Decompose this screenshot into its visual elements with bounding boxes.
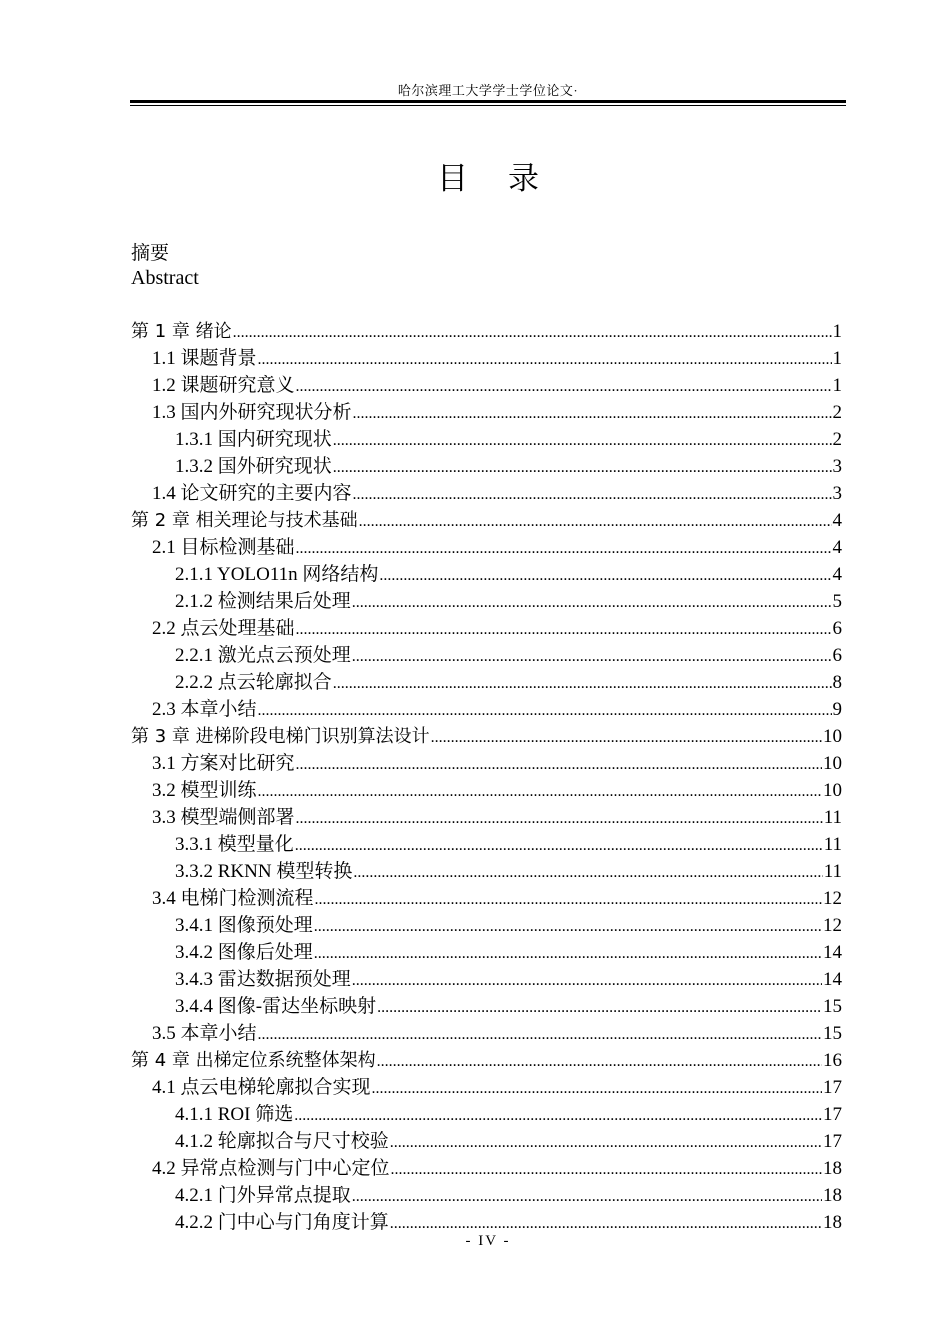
toc-leader-dots: [295, 832, 823, 859]
toc-leader-dots: [353, 859, 822, 886]
toc-entry-page: 18: [823, 1158, 842, 1179]
toc-entry-label: 1.3.1 国内研究现状: [175, 429, 332, 450]
toc-entry-page: 5: [832, 591, 842, 612]
toc-entry-label: 2.3 本章小结: [152, 699, 257, 720]
toc-leader-dots: [314, 913, 822, 940]
toc-entry[interactable]: [131, 804, 842, 831]
toc-entry-label: 2.1.2 检测结果后处理: [175, 591, 351, 612]
toc-entry-label: 4.2.2 门中心与门角度计算: [175, 1212, 389, 1233]
front-matter-abstract-zh[interactable]: 摘要: [131, 242, 170, 264]
toc-entry-label: 第 1 章 绪论: [131, 321, 232, 342]
toc-leader-dots: [258, 1021, 822, 1048]
toc-leader-dots: [359, 508, 832, 535]
toc-entry[interactable]: [131, 534, 842, 561]
toc-entry-label: 3.4 电梯门检测流程: [152, 888, 314, 909]
toc-entry-label: 3.3.1 模型量化: [175, 834, 294, 855]
toc-entry[interactable]: [131, 993, 842, 1020]
toc-entry-label: 2.1 目标检测基础: [152, 537, 295, 558]
toc-entry[interactable]: [131, 426, 842, 453]
toc-entry-label: 3.4.1 图像预处理: [175, 915, 313, 936]
toc-entry-page: 8: [832, 672, 842, 693]
toc-leader-dots: [352, 643, 832, 670]
toc-leader-dots: [258, 697, 832, 724]
toc-entry-page: 6: [832, 618, 842, 639]
toc-leader-dots: [352, 589, 832, 616]
toc-entry[interactable]: [131, 912, 842, 939]
toc-entry[interactable]: [131, 696, 842, 723]
toc-entry-page: 18: [823, 1185, 842, 1206]
toc-leader-dots: [258, 346, 832, 373]
header-rule-thin: [130, 105, 846, 106]
toc-entry[interactable]: [131, 372, 842, 399]
toc-entry[interactable]: [131, 642, 842, 669]
toc-leader-dots: [314, 940, 822, 967]
toc-entry[interactable]: [131, 507, 842, 534]
toc-entry-page: 9: [832, 699, 842, 720]
toc-entry-page: 17: [823, 1104, 842, 1125]
toc-entry-page: 12: [823, 888, 842, 909]
toc-leader-dots: [353, 481, 832, 508]
toc-entry-page: 1: [832, 348, 842, 369]
toc-entry-label: 3.2 模型训练: [152, 780, 257, 801]
toc-entry[interactable]: [131, 399, 842, 426]
toc-entry[interactable]: [131, 1101, 842, 1128]
toc-leader-dots: [431, 724, 822, 751]
toc-entry-label: 第 4 章 出梯定位系统整体架构: [131, 1050, 376, 1071]
toc-leader-dots: [353, 400, 832, 427]
toc-leader-dots: [352, 1183, 822, 1210]
toc-entry-page: 14: [823, 969, 842, 990]
toc-entry[interactable]: [131, 1182, 842, 1209]
toc-leader-dots: [333, 670, 832, 697]
toc-entry[interactable]: [131, 669, 842, 696]
toc-entry-page: 2: [832, 429, 842, 450]
toc-entry[interactable]: [131, 750, 842, 777]
toc-entry-label: 4.1.1 ROI 筛选: [175, 1104, 294, 1125]
toc-leader-dots: [333, 454, 832, 481]
toc-entry-page: 4: [832, 564, 842, 585]
toc-entry-page: 17: [823, 1131, 842, 1152]
toc-entry-label: 3.1 方案对比研究: [152, 753, 295, 774]
toc-leader-dots: [333, 427, 832, 454]
toc-entry-page: 6: [832, 645, 842, 666]
toc-entry-page: 11: [823, 834, 842, 855]
toc-entry-page: 1: [832, 375, 842, 396]
toc-entry-page: 2: [832, 402, 842, 423]
toc-entry[interactable]: [131, 480, 842, 507]
toc-entry-label: 3.3 模型端侧部署: [152, 807, 295, 828]
toc-entry-label: 3.4.3 雷达数据预处理: [175, 969, 351, 990]
toc-entry-label: 3.5 本章小结: [152, 1023, 257, 1044]
toc-entry-label: 1.4 论文研究的主要内容: [152, 483, 352, 504]
toc-entry-label: 2.1.1 YOLO11n 网络结构: [175, 564, 379, 585]
toc-leader-dots: [294, 1102, 822, 1129]
toc-entry-page: 15: [823, 996, 842, 1017]
toc-entry[interactable]: [131, 831, 842, 858]
toc-leader-dots: [379, 562, 831, 589]
toc-entry-label: 3.3.2 RKNN 模型转换: [175, 861, 353, 882]
toc-entry[interactable]: [131, 615, 842, 642]
toc-entry-label: 第 3 章 进梯阶段电梯门识别算法设计: [131, 726, 430, 747]
toc-leader-dots: [233, 319, 832, 346]
toc-leader-dots: [296, 373, 832, 400]
toc-entry[interactable]: [131, 777, 842, 804]
toc-entry[interactable]: [131, 1128, 842, 1155]
header-rule-thick: [130, 100, 846, 103]
toc-entry-label: 2.2.2 点云轮廓拟合: [175, 672, 332, 693]
toc-entry[interactable]: [131, 453, 842, 480]
toc-entry-page: 14: [823, 942, 842, 963]
toc-leader-dots: [352, 967, 822, 994]
toc-entry-label: 第 2 章 相关理论与技术基础: [131, 510, 358, 531]
toc-entry-page: 4: [832, 537, 842, 558]
toc-entry-label: 1.3 国内外研究现状分析: [152, 402, 352, 423]
toc-entry-page: 12: [823, 915, 842, 936]
toc-leader-dots: [296, 616, 832, 643]
toc-entry-page: 11: [823, 807, 842, 828]
toc-entry-label: 2.2 点云处理基础: [152, 618, 295, 639]
toc-entry[interactable]: [131, 1020, 842, 1047]
toc-entry[interactable]: [131, 858, 842, 885]
toc-entry-page: 3: [832, 483, 842, 504]
toc-entry-page: 15: [823, 1023, 842, 1044]
running-header: 哈尔滨理工大学学士学位论文·: [397, 83, 579, 98]
toc-leader-dots: [258, 778, 822, 805]
toc-entry-label: 1.2 课题研究意义: [152, 375, 295, 396]
toc-entry[interactable]: [131, 966, 842, 993]
toc-entry[interactable]: [131, 885, 842, 912]
toc-entry-label: 4.2 异常点检测与门中心定位: [152, 1158, 390, 1179]
toc-entry-page: 17: [823, 1077, 842, 1098]
toc-entry[interactable]: [131, 1209, 842, 1236]
toc-entry-page: 11: [823, 861, 842, 882]
toc-entry-label: 3.4.4 图像-雷达坐标映射: [175, 996, 377, 1017]
toc-entry[interactable]: [131, 588, 842, 615]
toc-entry-page: 4: [832, 510, 842, 531]
toc-entry-page: 10: [823, 780, 842, 801]
table-of-contents: [131, 318, 842, 1236]
toc-leader-dots: [296, 535, 832, 562]
toc-entry-page: 18: [823, 1212, 842, 1233]
toc-leader-dots: [391, 1156, 822, 1183]
toc-entry-label: 3.4.2 图像后处理: [175, 942, 313, 963]
front-matter-abstract-en[interactable]: Abstract: [131, 267, 199, 289]
toc-entry-label: 4.1.2 轮廓拟合与尺寸校验: [175, 1131, 389, 1152]
page-title: 目录: [437, 161, 579, 197]
toc-leader-dots: [390, 1129, 822, 1156]
toc-entry-page: 16: [823, 1050, 842, 1071]
toc-entry[interactable]: [131, 561, 842, 588]
page-number: - IV -: [465, 1233, 511, 1249]
toc-leader-dots: [377, 1048, 822, 1075]
toc-entry-page: 3: [832, 456, 842, 477]
toc-entry-label: 2.2.1 激光点云预处理: [175, 645, 351, 666]
toc-entry[interactable]: [131, 345, 842, 372]
toc-entry[interactable]: [131, 939, 842, 966]
toc-entry-page: 10: [823, 726, 842, 747]
toc-entry-page: 1: [832, 321, 842, 342]
toc-entry-label: 4.2.1 门外异常点提取: [175, 1185, 351, 1206]
toc-entry-page: 10: [823, 753, 842, 774]
toc-entry[interactable]: [131, 1074, 842, 1101]
toc-entry[interactable]: [131, 318, 842, 345]
toc-entry-label: 4.1 点云电梯轮廓拟合实现: [152, 1077, 371, 1098]
toc-entry[interactable]: [131, 723, 842, 750]
toc-entry[interactable]: [131, 1155, 842, 1182]
toc-leader-dots: [377, 994, 822, 1021]
toc-entry-label: 1.1 课题背景: [152, 348, 257, 369]
toc-leader-dots: [296, 805, 823, 832]
toc-entry-label: 1.3.2 国外研究现状: [175, 456, 332, 477]
toc-leader-dots: [315, 886, 822, 913]
toc-leader-dots: [296, 751, 822, 778]
toc-leader-dots: [372, 1075, 822, 1102]
toc-entry[interactable]: [131, 1047, 842, 1074]
